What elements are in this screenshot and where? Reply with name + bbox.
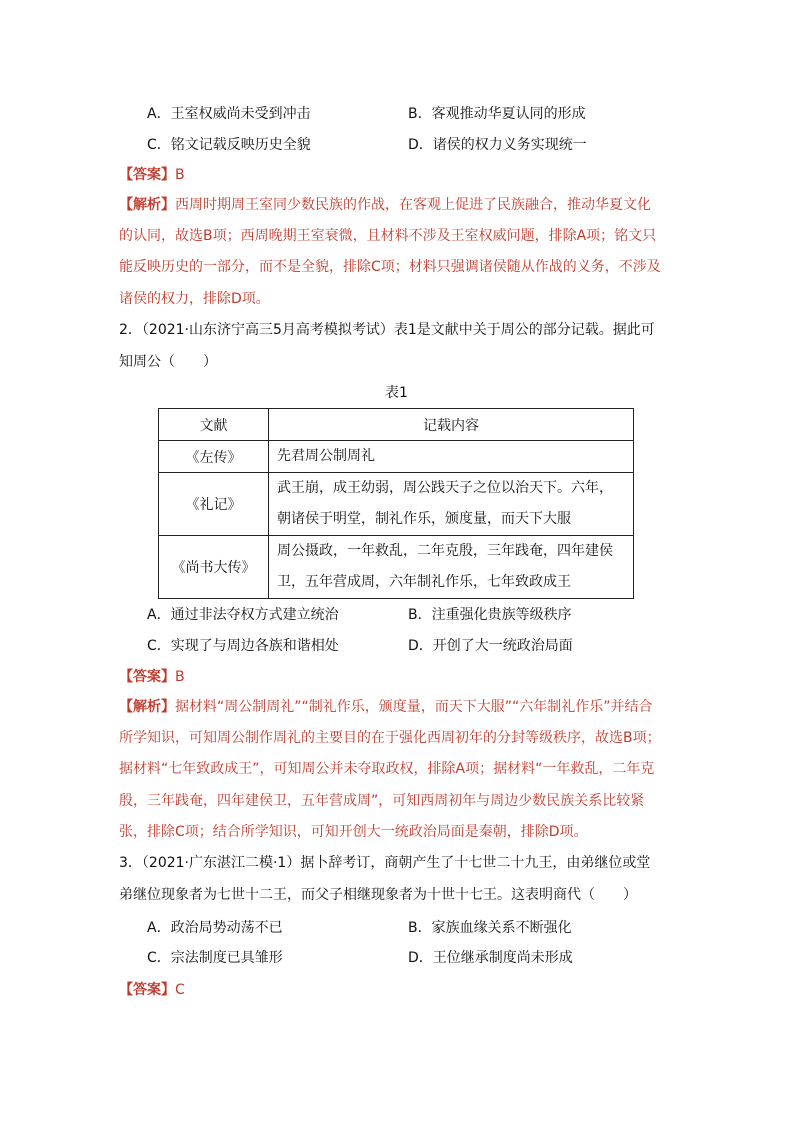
table-row	[159, 536, 634, 599]
q2-option-d: D．开创了大一统政治局面	[408, 638, 573, 654]
table-cell-content: 先君周公制周礼	[269, 441, 634, 473]
table-cell-source: 《尚书大传》	[159, 536, 269, 599]
q3-option-d: D．王位继承制度尚未形成	[408, 950, 573, 966]
analysis-text: 西周时期周王室同少数民族的作战，在客观上促进了民族融合，推动华夏文化的认同，故选B项；西周晚期王室衰微，且材料不涉及王室权威问题，排除A项；铭文只能反映历史的一部分，而不是全貌，排除C项；材料只强调诸侯随从作战的义务，不涉及诸侯的权力，排除D项。	[119, 197, 661, 307]
table-caption: 表1	[385, 385, 408, 401]
q3-option-a: A．政治局势动荡不已	[147, 920, 283, 936]
table-header-content: 记载内容	[269, 409, 634, 441]
q3-option-b: B．家族血缘关系不断强化	[408, 920, 572, 936]
table-cell-content: 武王崩，成王幼弱，周公践天子之位以治天下。六年，朝诸侯于明堂，制礼作乐，颁度量，而天下大服	[269, 473, 634, 536]
table-row	[159, 441, 634, 473]
q1-answer	[119, 165, 185, 185]
q2-stem: 2．（2021·山东济宁高三5月高考模拟考试）表1是文献中关于周公的部分记载。据此可知周公（ ）	[119, 322, 655, 370]
q2-option-b: B．注重强化贵族等级秩序	[408, 607, 572, 623]
q2-option-c: C．实现了与周边各族和谐相处	[147, 638, 339, 654]
q1-option-d: D．诸侯的权力义务实现统一	[408, 137, 587, 153]
q3-stem: 3．（2021·广东湛江二模·1）据卜辞考订，商朝产生了十七世二十九王，由弟继位或堂弟继位现象者为七世十二王，而父子相继现象者为十世十七王。这表明商代（ ）	[119, 855, 651, 903]
q2-analysis	[119, 692, 664, 848]
q1-option-c: C．铭文记载反映历史全貌	[147, 137, 311, 153]
q2-option-a: A．通过非法夺权方式建立统治	[147, 607, 339, 623]
answer-tag: 【答案】	[119, 669, 175, 685]
table-header-row	[159, 409, 634, 441]
analysis-text: 据材料“周公制周礼”“制礼作乐，颁度量，而天下大服”“六年制礼作乐”并结合所学知识，可知周公制作周礼的主要目的在于强化西周初年的分封等级秩序，故选B项；据材料“七年致政成王”，可知周公并未夺取政权，排除A项；据材料“一年救乱，二年克殷，三年践奄，四年建侯卫，五年营成周”，可知西周初年与周边少数民族关系比较紧张，排除C项；结合所学知识，可知开创大一统政治局面是秦朝，排除D项。	[119, 699, 661, 840]
q1-option-b: B．客观推动华夏认同的形成	[408, 106, 586, 122]
q2-answer	[119, 667, 185, 687]
table-header-source: 文献	[159, 409, 269, 441]
table-cell-content: 周公摄政，一年救乱，二年克殷，三年践奄，四年建侯卫，五年营成周，六年制礼作乐，七年致政成王	[269, 536, 634, 599]
q3-answer	[119, 980, 185, 1000]
table-cell-source: 《左传》	[159, 441, 269, 473]
analysis-tag: 【解析】	[119, 197, 175, 213]
table-cell-source: 《礼记》	[159, 473, 269, 536]
answer-value: B	[175, 669, 185, 685]
q1-option-a: A．王室权威尚未受到冲击	[147, 106, 311, 122]
answer-tag: 【答案】	[119, 982, 175, 998]
records-table	[158, 408, 634, 599]
q1-analysis	[119, 190, 664, 315]
analysis-tag: 【解析】	[119, 699, 175, 715]
answer-value: C	[175, 982, 185, 998]
table-row	[159, 473, 634, 536]
answer-value: B	[175, 167, 185, 183]
answer-tag: 【答案】	[119, 167, 175, 183]
q3-option-c: C．宗法制度已具雏形	[147, 950, 283, 966]
